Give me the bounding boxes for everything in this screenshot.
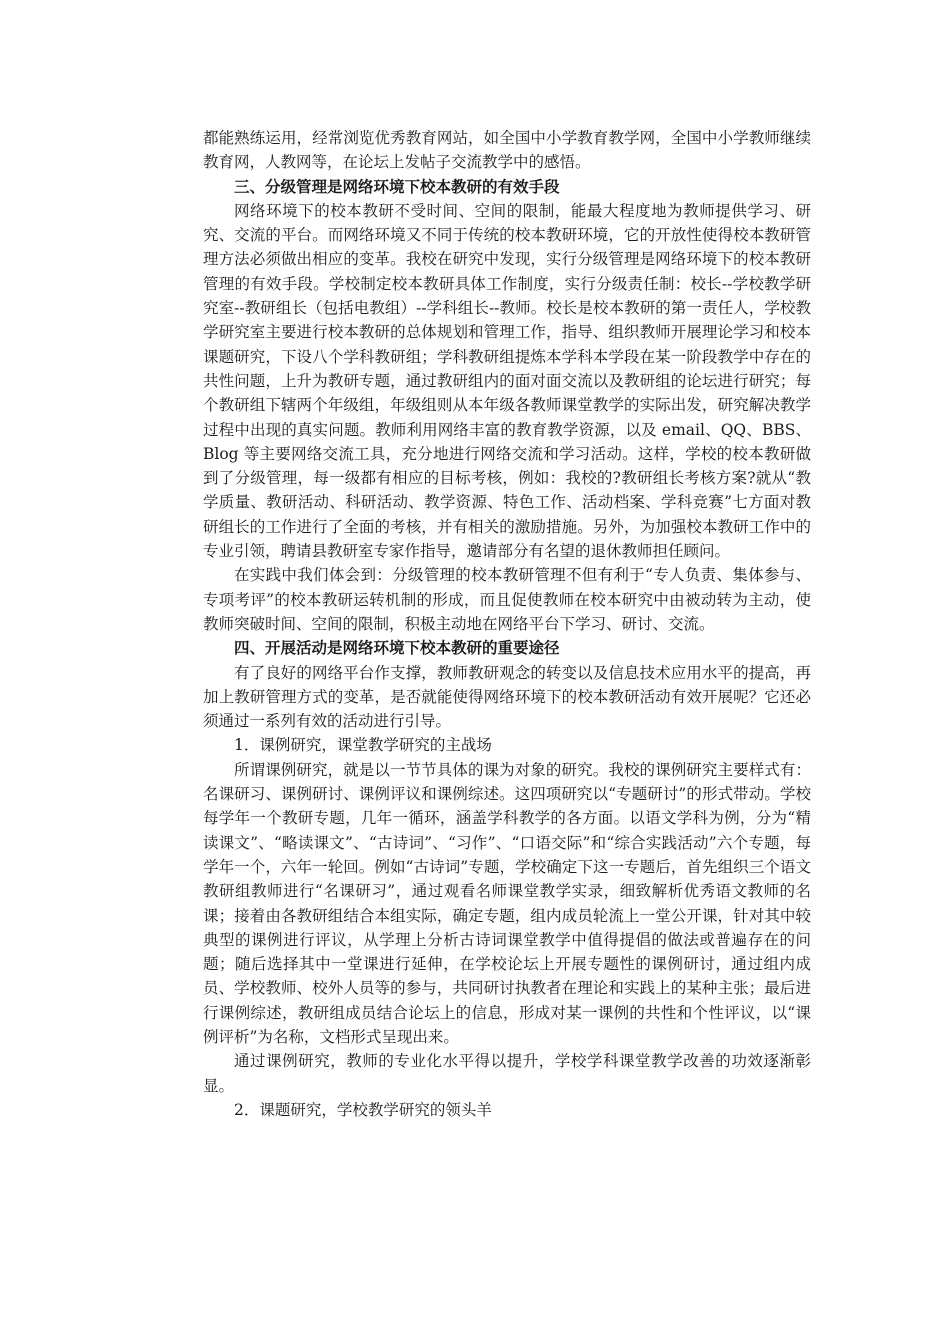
paragraph-continuation: 都能熟练运用，经常浏览优秀教育网站，如全国中小学教育教学网，全国中小学教师继续教育网，人教网等，在论坛上发帖子交流教学中的感悟。: [203, 129, 811, 172]
subsection-heading-1: 1．课例研究，课堂教学研究的主战场: [234, 736, 492, 755]
section-heading-4: 四、开展活动是网络环境下校本教研的重要途径: [234, 638, 560, 658]
subsection-heading-2: 2．课题研究，学校教学研究的领头羊: [234, 1100, 492, 1119]
paragraph: 有了良好的网络平台作支撑，教师教研观念的转变以及信息技术应用水平的提高，再加上教研管理方式的变革，是否就能使得网络环境下的校本教研活动有效开展呢？它还必须通过一系列有效的活动进行引导。: [203, 663, 811, 731]
document-page: [203, 126, 811, 1122]
section-heading-3: 三、分级管理是网络环境下校本教研的有效手段: [234, 176, 560, 196]
paragraph: 在实践中我们体会到：分级管理的校本教研管理不但有利于“专人负责、集体参与、专项考评”的校本教研运转机制的形成，而且促使教师在校本研究中由被动转为主动，使教师突破时间、空间的限制，积极主动地在网络平台下学习、研讨、交流。: [203, 566, 811, 633]
paragraph: 通过课例研究，教师的专业化水平得以提升，学校学科课堂教学改善的功效逐渐彰显。: [203, 1052, 811, 1095]
paragraph: 所谓课例研究，就是以一节节具体的课为对象的研究。我校的课例研究主要样式有：名课研习、课例研讨、课例评议和课例综述。这四项研究以“专题研讨”的形式带动。学校每学年一个教研专题，几年一循环，涵盖学科教学的各方面。以语文学科为例，分为“精读课文”、“略读课文”、“古诗词”、“习作”、“口语交际”和“综合实践活动”六个专题，每学年一个，六年一轮回。例如“古诗词”专题，学校确定下这一专题后，首先组织三个语文教研组教师进行“名课研习”，通过观看名师课堂教学实录，细致解析优秀语文教师的名课；接着由各教研组结合本组实际，确定专题，组内成员轮流上一堂公开课，针对其中较典型的课例进行评议，从学理上分析古诗词课堂教学中值得提倡的做法或普遍存在的问题；随后选择其中一堂课进行延伸，在学校论坛上开展专题性的课例研讨，通过组内成员、学校教师、校外人员等的参与，共同研讨执教者在理论和实践上的某种主张；最后进行课例综述，教研组成员结合论坛上的信息，形成对某一课例的共性和个性评议，以“课例评析”为名称，文档形式呈现出来。: [203, 760, 811, 1046]
paragraph: 网络环境下的校本教研不受时间、空间的限制，能最大程度地为教师提供学习、研究、交流的平台。而网络环境又不同于传统的校本教研环境，它的开放性使得校本教研管理方法必须做出相应的变革。我校在研究中发现，实行分级管理是网络环境下的校本教研管理的有效手段。学校制定校本教研具体工作制度，实行分级责任制：校长--学校教学研究室--教研组长（包括电教组）--学科组长--教师。校长是校本教研的第一责任人，学校教学研究室主要进行校本教研的总体规划和管理工作，指导、组织教师开展理论学习和校本课题研究，下设八个学科教研组；学科教研组提炼本学科本学段在某一阶段教学中存在的共性问题，上升为教研专题，通过教研组内的面对面交流以及教研组的论坛进行研究；每个教研组下辖两个年级组，年级组则从本年级各教师课堂教学的实际出发，研究解决教学过程中出现的真实问题。教师利用网络丰富的教育教学资源，以及 email、QQ、BBS、Blog 等主要网络交流工具，充分地进行网络交流和学习活动。这样，学校的校本教研做到了分级管理，每一级都有相应的目标考核，例如：我校的?教研组长考核方案?就从“教学质量、教研活动、科研活动、教学资源、特色工作、活动档案、学科竞赛”七方面对教研组长的工作进行了全面的考核，并有相关的激励措施。另外，为加强校本教研工作中的专业引领，聘请县教研室专家作指导，邀请部分有名望的退休教师担任顾问。: [203, 201, 811, 561]
